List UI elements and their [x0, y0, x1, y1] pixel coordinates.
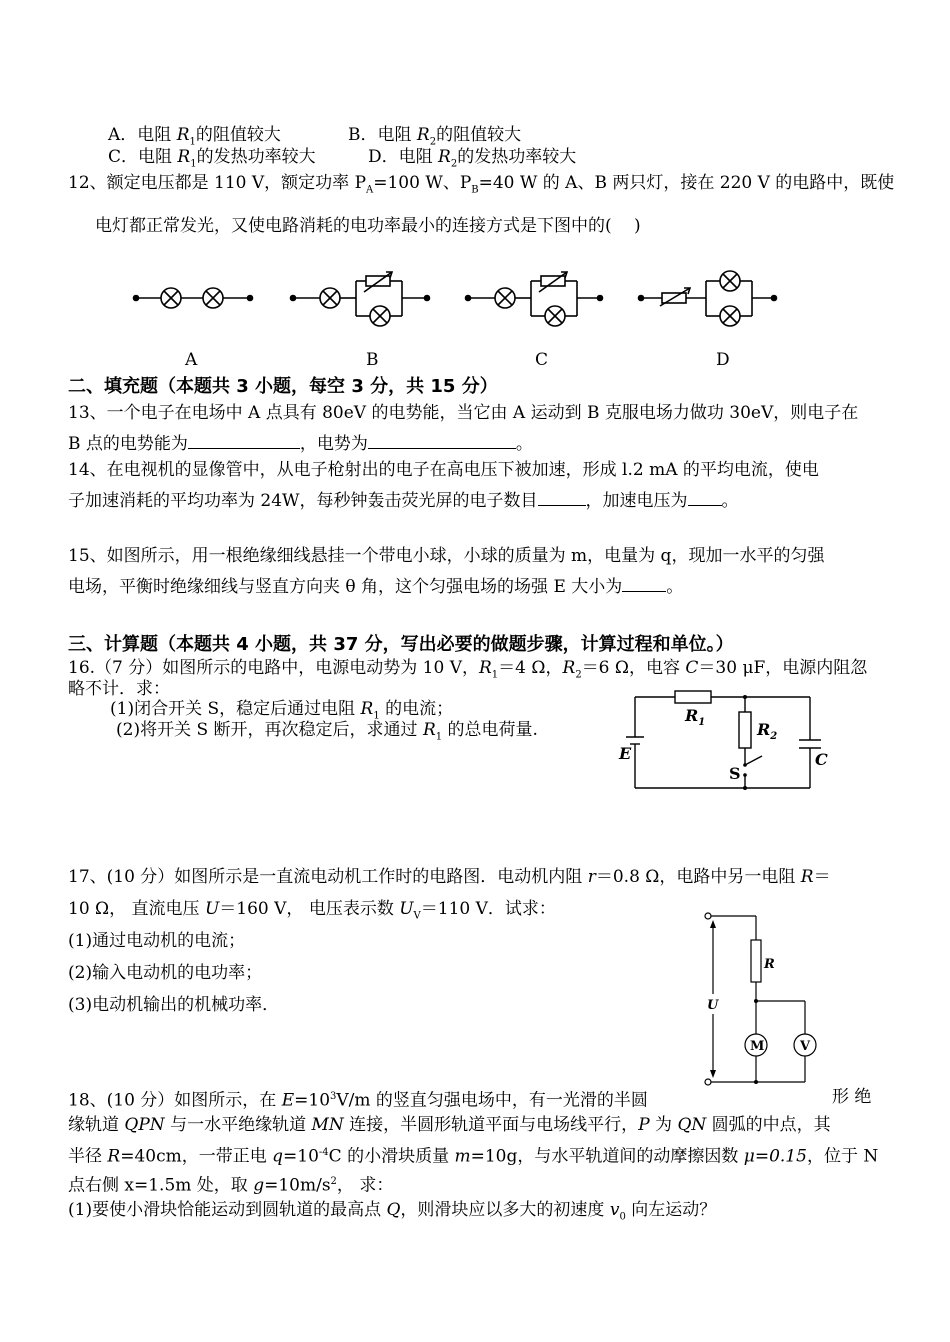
circuit-label-d: D	[716, 350, 730, 370]
q11-option-c: C．电阻 $R_1$的发热功率较大	[108, 147, 316, 170]
q14-line2: 子加速消耗的平均功率为 24W，每秒钟轰击荧光屏的电子数目 ，加速电压为 。	[68, 491, 739, 511]
q16-item1: (1)闭合开关 S，稳定后通过电阻 $R_1$ 的电流；	[110, 699, 454, 722]
fig16-e-label: E	[619, 744, 632, 763]
q17-line1: 17、(10 分）如图所示是一直流电动机工作时的电路图．电动机内阻 r＝0.8 Ω，电路中另一电阻 R＝	[68, 867, 831, 887]
q17-circuit-figure	[698, 908, 828, 1088]
q17-item3: (3)电动机输出的机械功率．	[68, 995, 280, 1015]
circuit-b	[291, 272, 430, 326]
q16-circuit-figure	[615, 685, 855, 795]
q16-line2: 略不计．求：	[68, 679, 170, 699]
q11-option-a: A．电阻 $R_1$的阻值较大	[108, 125, 281, 148]
fig16-r1-label: $R_1$	[685, 706, 706, 728]
circuit-label-b: B	[366, 350, 379, 370]
section-3-title: 三、计算题（本题共 4 小题，共 37 分，写出必要的做题步骤，计算过程和单位。）	[68, 634, 734, 655]
q18-line1-end: 形 绝	[832, 1087, 872, 1107]
q17-item2: (2)输入电动机的电功率；	[68, 963, 263, 983]
section-2-title: 二、填充题（本题共 3 小题，每空 3 分，共 15 分）	[68, 376, 498, 397]
q14-line1: 14、在电视机的显像管中，从电子枪射出的电子在高电压下被加速，形成 l.2 mA 的平均电流，使电	[68, 460, 819, 480]
q16-line1: 16.（7 分）如图所示的电路中，电源电动势为 10 V，$R_1=4$ Ω，$R_2=6$ Ω，电容 C＝30 μF，电源内阻忽	[68, 658, 868, 681]
q18-line5: (1)要使小滑块恰能运动到圆轨道的最高点 Q，则滑块应以多大的初速度 $v_0$ 向左运动？	[68, 1200, 717, 1223]
fig17-motor-label: M	[750, 1039, 765, 1054]
q13-line2: B 点的电势能为 ，电势为 。	[68, 434, 533, 454]
fig16-r2-label: $R_2$	[757, 720, 778, 742]
circuit-label-c: C	[535, 350, 549, 370]
circuit-a	[134, 288, 253, 308]
fig17-voltmeter-label: V	[800, 1039, 811, 1054]
q12-line2: 电灯都正常发光，又使电路消耗的电功率最小的连接方式是下图中的( )	[95, 216, 641, 236]
q12-circuit-diagrams	[0, 270, 950, 330]
q13-blank-1[interactable]	[188, 432, 300, 449]
q17-item1: (1)通过电动机的电流；	[68, 931, 246, 951]
q14-blank-1[interactable]	[538, 489, 586, 506]
q18-line1: 18、(10 分）如图所示，在 $E=10^3V/m$ 的竖直匀强电场中，有一光滑的半圆	[68, 1090, 648, 1111]
q14-blank-2[interactable]	[688, 489, 722, 506]
fig17-u-label: U	[707, 998, 719, 1013]
fig16-c-label: C	[815, 750, 828, 769]
q16-item2: (2)将开关 S 断开，再次稳定后，求通过 $R_1$ 的总电荷量.	[116, 720, 538, 743]
circuit-label-a: A	[185, 350, 198, 370]
fig17-r-label: R	[764, 957, 775, 972]
q11-option-d: D．电阻 $R_2$的发热功率较大	[368, 147, 577, 170]
q11-option-b: B．电阻 $R_2$的阻值较大	[348, 125, 522, 148]
q15-line2: 电场，平衡时绝缘细线与竖直方向夹 θ 角，这个匀强电场的场强 E 大小为 。	[68, 577, 684, 597]
q18-line4: 点右侧 x=1.5m 处，取 $g=10m/s^2$， 求：	[68, 1175, 394, 1196]
q18-line2: 缘轨道 QPN 与一水平绝缘轨道 MN 连接，半圆形轨道平面与电场线平行，P 为 QN 圆弧的中点，其	[68, 1115, 831, 1135]
q12-line1: 12、额定电压都是 110 V，额定功率 $P_A=100$ W、$P_B=40$ W 的 A、B 两只灯，接在 220 V 的电路中，既使	[68, 173, 895, 196]
q15-line1: 15、如图所示，用一根绝缘细线悬挂一个带电小球，小球的质量为 m，电量为 q，现加一水平的匀强	[68, 546, 825, 566]
q15-blank[interactable]	[622, 575, 666, 592]
fig16-s-label: S	[729, 764, 741, 783]
q13-blank-2[interactable]	[368, 432, 516, 449]
q17-line2: 10 Ω， 直流电压 U＝160 V， 电压表示数 $U_V=110$ V．试求：	[68, 899, 556, 922]
q18-line3: 半径 R=40cm，一带正电 $q=10^{-4}C$ 的小滑块质量 m=10g，与水平轨道间的动摩擦因数 μ=0.15，位于 N	[68, 1146, 879, 1167]
q13-line1: 13、一个电子在电场中 A 点具有 80eV 的电势能，当它由 A 运动到 B 克服电场力做功 30eV，则电子在	[68, 403, 859, 423]
circuit-c	[466, 272, 603, 326]
circuit-d	[639, 271, 777, 326]
